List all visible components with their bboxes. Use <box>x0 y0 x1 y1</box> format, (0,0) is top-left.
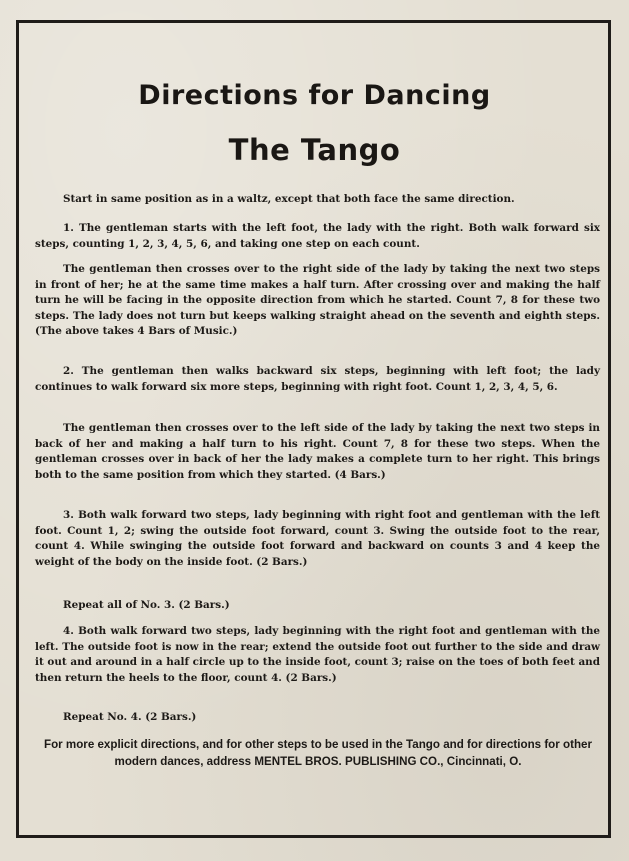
step-3-paragraph: 3. Both walk forward two steps, lady beginning with right foot and gentleman with the left foot. Count 1, 2; swing the outside foot forward, count 3. Swing the outside foot to the rear, count 4. While swinging the outside foot forward and backward on counts 3 and 4 keep the weight of the body on the inside foot. (2 Bars.) <box>35 509 600 568</box>
step-2-crossover-paragraph: The gentleman then crosses over to the left side of the lady by taking the next two steps in back of her and making a half turn to his right. Count 7, 8 for these two steps. When the gentleman crosses over in back of her the lady makes a complete turn to her right. This brings both to the same position from which they started. (4 Bars.) <box>35 422 600 481</box>
step-1-paragraph: 1. The gentleman starts with the left foot, the lady with the right. Both walk forward six steps, counting 1, 2, 3, 4, 5, 6, and taking one step on each count. <box>35 222 600 250</box>
step-1-crossover-paragraph: The gentleman then crosses over to the right side of the lady by taking the next two steps in front of her; he at the same time makes a half turn. After crossing over and making the half turn he will be facing in the opposite direction from which he started. Count 7, 8 for these two steps. The lady does not turn but keeps walking straight ahead on the seventh and eighth steps. (The above takes 4 Bars of Music.) <box>35 263 600 337</box>
intro-paragraph: Start in same position as in a waltz, except that both face the same direction. <box>63 193 515 205</box>
step-2-paragraph: 2. The gentleman then walks backward six steps, beginning with left foot; the lady continues to walk forward six more steps, beginning with right foot. Count 1, 2, 3, 4, 5, 6. <box>35 365 600 393</box>
repeat-step-3-line: Repeat all of No. 3. (2 Bars.) <box>63 599 230 611</box>
publisher-footer: For more explicit directions, and for other steps to be used in the Tango and for directions for other modern dances, address MENTEL BROS. PUBLISHING CO., Cincinnati, O. <box>44 738 592 768</box>
repeat-step-4-line: Repeat No. 4. (2 Bars.) <box>63 711 197 723</box>
document-subtitle: The Tango <box>228 133 401 167</box>
step-4-paragraph: 4. Both walk forward two steps, lady beginning with the right foot and gentleman with the left. The outside foot is now in the rear; extend the outside foot out further to the side and draw it out and around in a half circle up to the inside foot, count 3; raise on the toes of both feet and then return the heels to the floor, count 4. (2 Bars.) <box>35 625 600 684</box>
document-title: Directions for Dancing <box>138 80 491 111</box>
